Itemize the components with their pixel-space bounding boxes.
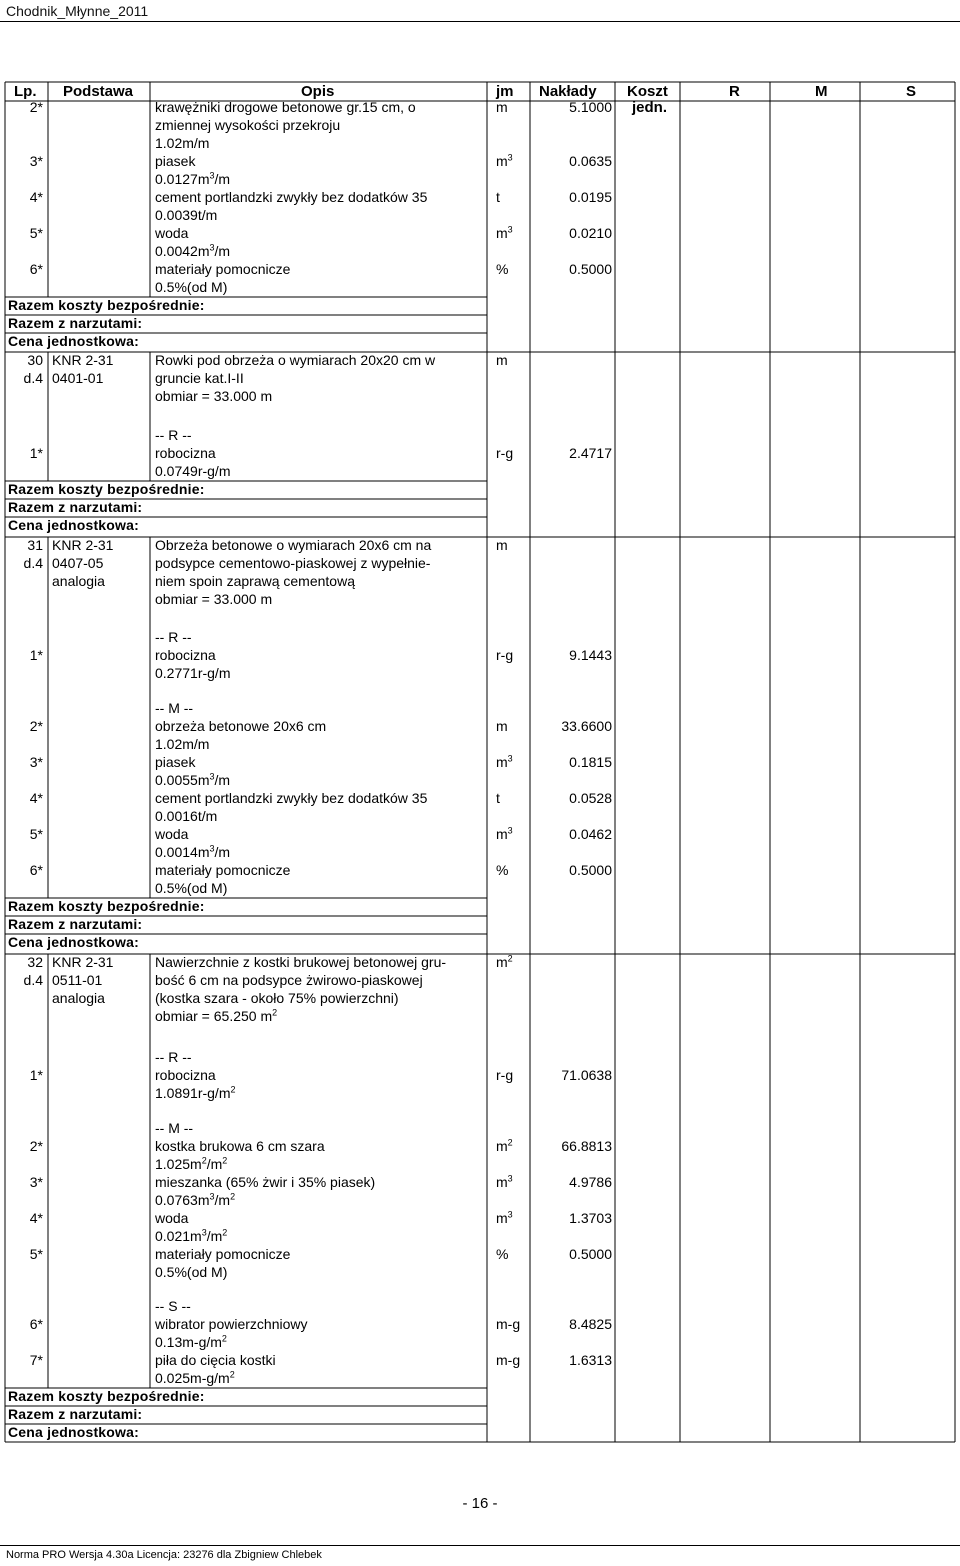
row-podstawa: KNR 2-31 (52, 537, 114, 553)
jm-text: r-g (496, 1067, 514, 1083)
row-podstawa: 0401-01 (52, 370, 104, 386)
row-opis (155, 243, 230, 260)
opis-text: woda (155, 826, 189, 842)
opis-tail: /m (214, 243, 231, 259)
row-opis (155, 99, 416, 116)
row-opis (155, 153, 195, 170)
summary-label: Razem z narzutami: (8, 1406, 143, 1422)
jm-text: m-g (496, 1316, 521, 1332)
column-header-s: S (906, 83, 917, 100)
row-lp: 3* (29, 1174, 43, 1190)
row-opis (155, 880, 227, 897)
opis-text: 0.5%(od M) (155, 1264, 228, 1280)
row-jm (496, 261, 508, 278)
opis-text: robocizna (155, 445, 216, 461)
opis-text: 0.5%(od M) (155, 880, 228, 896)
opis-text: woda (155, 225, 189, 241)
row-podstawa: 0511-01 (52, 972, 103, 988)
row-naklady: 9.1443 (569, 647, 612, 663)
row-lp: 2* (29, 1138, 43, 1154)
row-opis (155, 736, 209, 753)
row-opis (155, 117, 340, 134)
row-lp: 5* (29, 225, 43, 241)
opis-text: 0.5%(od M) (155, 279, 228, 295)
jm-text: r-g (496, 445, 514, 461)
row-opis (155, 189, 427, 206)
opis-superscript: 2 (230, 1084, 236, 1095)
row-lp: 4* (29, 1210, 43, 1226)
row-lp: 4* (29, 189, 43, 205)
opis-text: -- R -- (155, 1049, 192, 1065)
row-jm (496, 1210, 513, 1227)
summary-label: Razem z narzutami: (8, 499, 143, 515)
row-lp: 5* (29, 1246, 43, 1262)
opis-superscript: 3 (201, 1227, 207, 1238)
jm-text: m-g (496, 1352, 521, 1368)
summary-label: Razem z narzutami: (8, 315, 143, 331)
footer-text: Norma PRO Wersja 4.30a Licencja: 23276 dla Zbigniew Chlebek (6, 1549, 322, 1561)
opis-text: 0.0042m (155, 243, 210, 259)
opis-superscript: 2 (230, 1191, 236, 1202)
row-lp: 3* (29, 153, 43, 169)
opis-text: materiały pomocnicze (155, 261, 291, 277)
row-opis (155, 772, 230, 789)
row-lp: 2* (29, 718, 43, 734)
summary-label: Razem koszty bezpośrednie: (8, 481, 205, 497)
row-lp: 1* (29, 647, 43, 663)
opis-text: 0.13m-g/m (155, 1334, 222, 1350)
summary-label: Cena jednostkowa: (8, 934, 139, 950)
row-lp: d.4 (23, 972, 43, 988)
row-jm (496, 647, 513, 664)
opis-superscript: 3 (209, 771, 215, 782)
row-opis (155, 1316, 308, 1333)
row-lp: 6* (29, 261, 43, 277)
jm-text: m (496, 718, 508, 734)
row-jm (496, 826, 513, 843)
opis-text: materiały pomocnicze (155, 1246, 291, 1262)
opis-text: podsypce cementowo-piaskowej z wypełnie- (155, 555, 431, 571)
opis-text: (kostka szara - około 75% powierzchni) (155, 990, 399, 1006)
opis-text: Rowki pod obrzeża o wymiarach 20x20 cm w (155, 352, 436, 368)
opis-text: -- R -- (155, 427, 192, 443)
jm-text: t (496, 189, 500, 205)
row-opis (155, 1370, 235, 1387)
opis-superscript: 2 (272, 1007, 278, 1018)
row-opis (155, 1334, 227, 1351)
row-opis (155, 171, 230, 188)
row-podstawa: 0407-05 (52, 555, 104, 571)
jm-superscript: 3 (507, 753, 513, 764)
row-naklady: 0.5000 (569, 261, 612, 277)
opis-text: Obrzeża betonowe o wymiarach 20x6 cm na (155, 537, 432, 553)
row-opis (155, 591, 272, 608)
opis-text: piła do cięcia kostki (155, 1352, 276, 1368)
column-header-lp: Lp. (14, 83, 37, 100)
jm-superscript: 3 (507, 224, 513, 235)
row-opis (155, 1067, 216, 1084)
opis-text: obrzeża betonowe 20x6 cm (155, 718, 327, 734)
jm-superscript: 2 (507, 953, 513, 964)
row-naklady: 66.8813 (561, 1138, 612, 1154)
opis-text: Nawierzchnie z kostki brukowej betonowej gru- (155, 954, 447, 970)
row-jm (496, 1174, 513, 1191)
row-jm (496, 790, 500, 807)
opis-text: wibrator powierzchniowy (155, 1316, 308, 1332)
opis-text: krawężniki drogowe betonowe gr.15 cm, o (155, 99, 416, 115)
jm-text: m (496, 826, 508, 842)
row-opis (155, 573, 355, 590)
row-jm (496, 1138, 513, 1155)
opis-text: piasek (155, 754, 196, 770)
opis-text: bość 6 cm na podsypce żwirowo-piaskowej (155, 972, 423, 988)
row-lp: d.4 (23, 555, 43, 571)
row-jm (496, 445, 513, 462)
row-opis (155, 1352, 276, 1369)
document-title: Chodnik_Młynne_2011 (6, 3, 149, 19)
row-opis (155, 972, 423, 989)
jm-text: t (496, 790, 500, 806)
row-lp: 4* (29, 790, 43, 806)
jm-superscript: 2 (507, 1137, 513, 1148)
row-jm (496, 718, 508, 735)
row-opis (155, 388, 272, 405)
column-header-r: R (729, 83, 740, 100)
row-opis (155, 665, 230, 682)
row-naklady: 0.0635 (569, 153, 612, 169)
jm-text: m (496, 352, 508, 368)
opis-text: materiały pomocnicze (155, 862, 291, 878)
row-opis (155, 1156, 227, 1173)
summary-label: Cena jednostkowa: (8, 1424, 139, 1440)
row-opis (155, 135, 209, 152)
opis-text: zmiennej wysokości przekroju (155, 117, 341, 133)
opis-text: mieszanka (65% żwir i 35% piasek) (155, 1174, 376, 1190)
row-jm (496, 153, 513, 170)
opis-superscript: 3 (209, 170, 215, 181)
row-jm (496, 352, 508, 369)
row-lp: 1* (29, 445, 43, 461)
page-number: - 16 - (462, 1495, 498, 1512)
row-opis (155, 427, 192, 444)
row-naklady: 4.9786 (569, 1174, 612, 1190)
summary-label: Razem koszty bezpośrednie: (8, 297, 205, 313)
row-lp: 6* (29, 1316, 43, 1332)
opis-text: cement portlandzki zwykły bez dodatków 35 (155, 790, 428, 806)
jm-text: m (496, 1174, 508, 1190)
row-podstawa: analogia (52, 990, 105, 1006)
row-jm (496, 754, 513, 771)
row-jm (496, 1352, 520, 1369)
column-header-podstawa: Podstawa (63, 83, 134, 100)
row-opis (155, 207, 217, 224)
row-lp: 6* (29, 862, 43, 878)
row-lp: 1* (29, 1067, 43, 1083)
row-opis (155, 844, 230, 861)
row-opis (155, 463, 230, 480)
row-jm (496, 1316, 520, 1333)
row-naklady: 0.5000 (569, 1246, 612, 1262)
opis-superscript: 3 (209, 1191, 215, 1202)
row-opis (155, 808, 217, 825)
row-lp: 32 (27, 954, 43, 970)
row-opis (155, 537, 431, 554)
opis-text: obmiar = 33.000 m (155, 591, 273, 607)
opis-text: 0.0055m (155, 772, 210, 788)
jm-text: m (496, 1138, 508, 1154)
opis-text: cement portlandzki zwykły bez dodatków 35 (155, 189, 428, 205)
opis-text: 1.0891r-g/m (155, 1085, 231, 1101)
opis-text: niem spoin zaprawą cementową (155, 573, 355, 589)
opis-text: obmiar = 65.250 m (155, 1008, 273, 1024)
opis-text: robocizna (155, 647, 216, 663)
row-jm (496, 954, 513, 971)
row-jm (496, 1067, 513, 1084)
opis-text: 1.02m/m (155, 135, 210, 151)
row-naklady: 0.0195 (569, 189, 612, 205)
row-lp: 5* (29, 826, 43, 842)
row-opis (155, 1228, 227, 1245)
row-opis (155, 352, 435, 369)
summary-label: Razem z narzutami: (8, 916, 143, 932)
opis-text: robocizna (155, 1067, 216, 1083)
opis-superscript: 2 (222, 1227, 228, 1238)
opis-text: 0.021m (155, 1228, 202, 1244)
jm-text: r-g (496, 647, 514, 663)
row-podstawa: analogia (52, 573, 105, 589)
jm-text: % (496, 261, 509, 277)
opis-text: 0.0749r-g/m (155, 463, 231, 479)
row-opis (155, 1138, 325, 1155)
row-podstawa: KNR 2-31 (52, 352, 114, 368)
opis-superscript: 2 (229, 1369, 235, 1380)
opis-superscript: 2 (201, 1155, 207, 1166)
row-naklady: 0.0528 (569, 790, 612, 806)
row-naklady: 0.0210 (569, 225, 612, 241)
row-lp: 7* (29, 1352, 43, 1368)
jm-text: m (496, 754, 508, 770)
opis-text: 1.025m (155, 1156, 202, 1172)
header-rule (0, 21, 960, 22)
row-opis (155, 225, 188, 242)
row-naklady: 5.1000 (569, 99, 612, 115)
row-naklady: 2.4717 (569, 445, 612, 461)
opis-tail: /m (214, 171, 231, 187)
row-lp: 2* (29, 99, 43, 115)
opis-tail: /m (206, 1228, 223, 1244)
opis-text: 1.02m/m (155, 736, 210, 752)
opis-superscript: 3 (209, 242, 215, 253)
opis-text: 0.2771r-g/m (155, 665, 231, 681)
row-opis (155, 555, 430, 572)
row-opis (155, 1264, 227, 1281)
row-naklady: 0.1815 (569, 754, 612, 770)
column-header-opis: Opis (301, 83, 335, 100)
row-opis (155, 1192, 235, 1209)
row-jm (496, 1246, 508, 1263)
opis-superscript: 3 (209, 843, 215, 854)
row-opis (155, 629, 192, 646)
row-naklady: 0.0462 (569, 826, 612, 842)
opis-tail: /m (214, 844, 231, 860)
row-opis (155, 445, 216, 462)
jm-text: m (496, 225, 508, 241)
jm-superscript: 3 (507, 825, 513, 836)
row-jm (496, 189, 500, 206)
column-header-jm: jm (496, 83, 514, 100)
opis-text: -- R -- (155, 629, 192, 645)
jm-text: m (496, 153, 508, 169)
jm-text: m (496, 954, 508, 970)
opis-tail: /m (214, 1192, 231, 1208)
opis-tail: /m (206, 1156, 223, 1172)
jm-superscript: 3 (507, 1173, 513, 1184)
row-naklady: 33.6600 (561, 718, 612, 734)
jm-text: m (496, 99, 508, 115)
column-header-koszt-jedn: jedn. (632, 99, 668, 116)
row-opis (155, 826, 188, 843)
row-opis (155, 790, 427, 807)
row-lp: 30 (27, 352, 43, 368)
opis-text: -- M -- (155, 700, 194, 716)
summary-label: Cena jednostkowa: (8, 333, 139, 349)
column-header-m: M (815, 83, 828, 100)
row-opis (155, 1246, 290, 1263)
opis-superscript: 2 (222, 1155, 228, 1166)
summary-label: Cena jednostkowa: (8, 517, 139, 533)
row-lp: 31 (27, 537, 43, 553)
row-opis (155, 1120, 193, 1137)
row-podstawa: KNR 2-31 (52, 954, 114, 970)
opis-text: -- M -- (155, 1120, 194, 1136)
opis-text: -- S -- (155, 1298, 191, 1314)
row-naklady: 71.0638 (561, 1067, 612, 1083)
row-jm (496, 537, 508, 554)
jm-text: m (496, 537, 508, 553)
footer-rule (0, 1545, 960, 1546)
opis-text: 0.025m-g/m (155, 1370, 230, 1386)
opis-superscript: 2 (221, 1333, 227, 1344)
row-jm (496, 862, 508, 879)
opis-text: 0.0127m (155, 171, 210, 187)
row-opis (155, 1008, 277, 1025)
row-opis (155, 261, 290, 278)
opis-text: gruncie kat.I-II (155, 370, 244, 386)
column-header-koszt: Koszt (627, 83, 668, 100)
jm-text: % (496, 862, 509, 878)
row-opis (155, 700, 193, 717)
row-opis (155, 862, 290, 879)
row-jm (496, 99, 508, 116)
row-opis (155, 1174, 375, 1191)
row-opis (155, 718, 326, 735)
row-opis (155, 1085, 236, 1102)
row-naklady: 0.5000 (569, 862, 612, 878)
jm-text: m (496, 1210, 508, 1226)
row-opis (155, 279, 227, 296)
opis-text: 0.0016t/m (155, 808, 218, 824)
opis-text: woda (155, 1210, 189, 1226)
row-lp: 3* (29, 754, 43, 770)
jm-superscript: 3 (507, 152, 513, 163)
row-naklady: 8.4825 (569, 1316, 612, 1332)
row-opis (155, 990, 399, 1007)
row-opis (155, 647, 216, 664)
row-opis (155, 1210, 188, 1227)
row-opis (155, 370, 244, 387)
row-opis (155, 954, 446, 971)
summary-label: Razem koszty bezpośrednie: (8, 898, 205, 914)
row-opis (155, 1049, 192, 1066)
row-lp: d.4 (23, 370, 43, 386)
row-naklady: 1.3703 (569, 1210, 612, 1226)
row-opis (155, 1298, 191, 1315)
opis-text: kostka brukowa 6 cm szara (155, 1138, 325, 1154)
opis-text: 0.0763m (155, 1192, 210, 1208)
jm-superscript: 3 (507, 1209, 513, 1220)
row-naklady: 1.6313 (569, 1352, 612, 1368)
opis-text: obmiar = 33.000 m (155, 388, 273, 404)
opis-text: 0.0039t/m (155, 207, 218, 223)
row-opis (155, 754, 195, 771)
row-jm (496, 225, 513, 242)
jm-text: % (496, 1246, 509, 1262)
column-header-naklady: Nakłady (539, 83, 597, 100)
opis-tail: /m (214, 772, 231, 788)
summary-label: Razem koszty bezpośrednie: (8, 1388, 205, 1404)
opis-text: piasek (155, 153, 196, 169)
opis-text: 0.0014m (155, 844, 210, 860)
